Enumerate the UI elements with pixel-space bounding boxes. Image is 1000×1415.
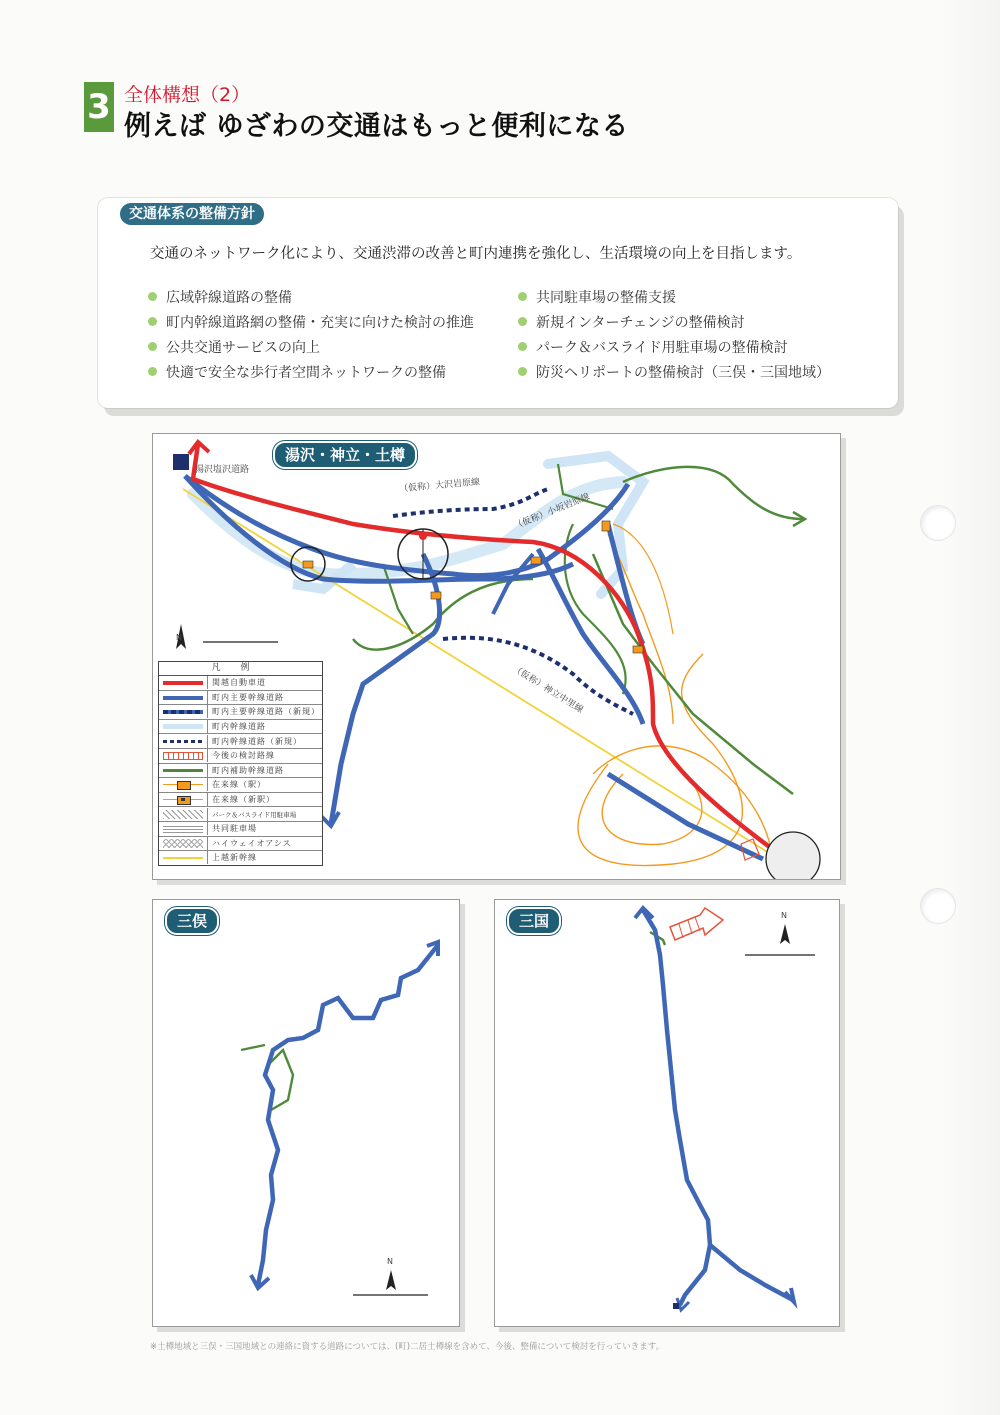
legend-row: パーク＆バスライド用駐車場 (159, 807, 322, 822)
binder-hole-top (920, 505, 956, 541)
policy-item: 広域幹線道路の整備 (148, 284, 474, 309)
binder-hole-bottom (920, 888, 956, 924)
legend-row: 今後の検討路線 (159, 749, 322, 764)
bullet-icon (148, 292, 157, 301)
policy-list-right (518, 284, 830, 384)
legend-row: 町内主要幹線道路 (159, 691, 322, 706)
bullet-icon (148, 367, 157, 376)
bullet-icon (148, 317, 157, 326)
legend-row: 共同駐車場 (159, 822, 322, 837)
section-number: 3 (84, 82, 114, 132)
road-label-osawa-iwahara: （仮称）大沢岩原線 (398, 477, 481, 495)
footnote: ※土樽地域と三俣・三国地域との連絡に資する道路については、(町)二居土樽線を含めて、今後、整備について検討を行っていきます。 (150, 1342, 665, 1352)
legend-row: 在来線（駅） (159, 778, 322, 793)
legend-row: 町内幹線道路（新規） (159, 734, 322, 749)
road-label-kandatsu-nakazato: （仮称）神立中里線 (510, 664, 585, 716)
bullet-icon (518, 342, 527, 351)
mitsumata-map (152, 899, 460, 1327)
legend-row: 町内幹線道路 (159, 720, 322, 735)
bullet-icon (518, 367, 527, 376)
mitsumata-map-drawing (153, 900, 459, 1326)
policy-list-left (148, 284, 474, 384)
legend-row: 関越自動車道 (159, 676, 322, 691)
road-label-kosaka-iwahara: （仮称）小坂岩原線 (512, 492, 592, 532)
page-title: 例えば ゆざわの交通はもっと便利になる (124, 111, 629, 142)
mikuni-map-drawing (495, 900, 839, 1326)
policy-badge: 交通体系の整備方針 (120, 203, 264, 225)
policy-item: 共同駐車場の整備支援 (518, 284, 830, 309)
legend-row: 町内主要幹線道路（新規） (159, 705, 322, 720)
region-tag-mitsumata: 三俣 (165, 907, 219, 935)
north-label: N (781, 911, 787, 920)
map-legend (158, 661, 323, 866)
road-label-yuzawa-shiozawa: 湯沢塩沢道路 (195, 465, 250, 475)
main-map (152, 433, 841, 880)
region-tag-mikuni: 三国 (507, 907, 561, 935)
bullet-icon (518, 317, 527, 326)
policy-item: 町内幹線道路網の整備・充実に向けた検討の推進 (148, 309, 474, 334)
north-label: N (387, 1257, 393, 1266)
legend-row: 在来線（新駅） (159, 793, 322, 808)
north-label: N (176, 633, 182, 642)
legend-row: 町内補助幹線道路 (159, 764, 322, 779)
bullet-icon (148, 342, 157, 351)
legend-row: ハイウェイオアシス (159, 837, 322, 852)
bullet-icon (518, 292, 527, 301)
policy-item: 防災ヘリポートの整備検討（三俣・三国地域） (518, 359, 830, 384)
policy-item: 公共交通サービスの向上 (148, 334, 474, 359)
region-tag-yuzawa: 湯沢・神立・土樽 (273, 441, 417, 469)
policy-item: 快適で安全な歩行者空間ネットワークの整備 (148, 359, 474, 384)
legend-row: 上越新幹線 (159, 851, 322, 865)
section-subtitle: 全体構想（2） (124, 84, 251, 106)
page-edge-shadow (940, 0, 1000, 1415)
policy-item: 新規インターチェンジの整備検討 (518, 309, 830, 334)
policy-intro: 交通のネットワーク化により、交通渋滞の改善と町内連携を強化し、生活環境の向上を目指します。 (150, 246, 802, 262)
legend-title: 凡例 (159, 662, 322, 676)
mikuni-map (494, 899, 840, 1327)
policy-item: パーク＆バスライド用駐車場の整備検討 (518, 334, 830, 359)
